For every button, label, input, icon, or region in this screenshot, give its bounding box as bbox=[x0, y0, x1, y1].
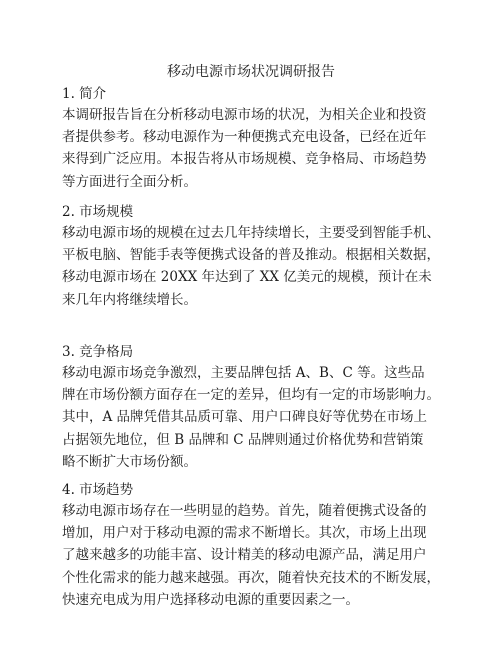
paragraph-line: 者提供参考。移动电源作为一种便携式充电设备，已经在近年 bbox=[62, 129, 427, 146]
paragraph-line: 等方面进行全面分析。 bbox=[62, 173, 197, 190]
section-heading: 2. 市场规模 bbox=[62, 204, 134, 220]
section-market-trends bbox=[62, 480, 448, 611]
paragraph-line: 移动电源市场在 20XX 年达到了 XX 亿美元的规模，预计在未 bbox=[62, 269, 432, 286]
section-heading: 3. 竞争格局 bbox=[62, 344, 134, 360]
paragraph-line: 增加，用户对于移动电源的需求不断增长。其次，市场上出现 bbox=[62, 525, 427, 542]
paragraph-line: 个性化需求的能力越来越强。再次，随着快充技术的不断发展， bbox=[62, 569, 440, 586]
paragraph-line: 本调研报告旨在分析移动电源市场的状况，为相关企业和投资 bbox=[62, 107, 427, 123]
section-heading: 4. 市场趋势 bbox=[62, 482, 134, 498]
paragraph-line: 来得到广泛应用。本报告将从市场规模、竞争格局、市场趋势 bbox=[62, 151, 427, 168]
paragraph-line: 来几年内将继续增长。 bbox=[62, 291, 197, 308]
paragraph-line: 其中，A 品牌凭借其品质可靠、用户口碑良好等优势在市场上 bbox=[62, 409, 428, 426]
paragraph-line: 移动电源市场竞争激烈，主要品牌包括 A、B、C 等。这些品 bbox=[62, 365, 425, 381]
paragraph-line: 略不断扩大市场份额。 bbox=[62, 453, 197, 470]
paragraph-line: 了越来越多的功能丰富、设计精美的移动电源产品，满足用户 bbox=[62, 547, 427, 564]
paragraph-line: 平板电脑、智能手表等便携式设备的普及推动。根据相关数据， bbox=[62, 247, 440, 264]
document-title: 移动电源市场状况调研报告 bbox=[167, 64, 335, 80]
paragraph-line: 牌在市场份额方面存在一定的差异，但均有一定的市场影响力。 bbox=[62, 387, 440, 404]
paragraph-line: 快速充电成为用户选择移动电源的重要因素之一。 bbox=[62, 591, 359, 608]
paragraph-line: 移动电源市场的规模在过去几年持续增长，主要受到智能手机、 bbox=[62, 225, 440, 241]
section-introduction bbox=[62, 84, 448, 193]
paragraph-line: 移动电源市场存在一些明显的趋势。首先，随着便携式设备的 bbox=[62, 503, 427, 519]
section-competition bbox=[62, 342, 448, 473]
section-heading: 1. 简介 bbox=[62, 86, 107, 102]
section-market-size bbox=[62, 202, 448, 311]
paragraph-line: 占据领先地位，但 B 品牌和 C 品牌则通过价格优势和营销策 bbox=[62, 431, 424, 448]
